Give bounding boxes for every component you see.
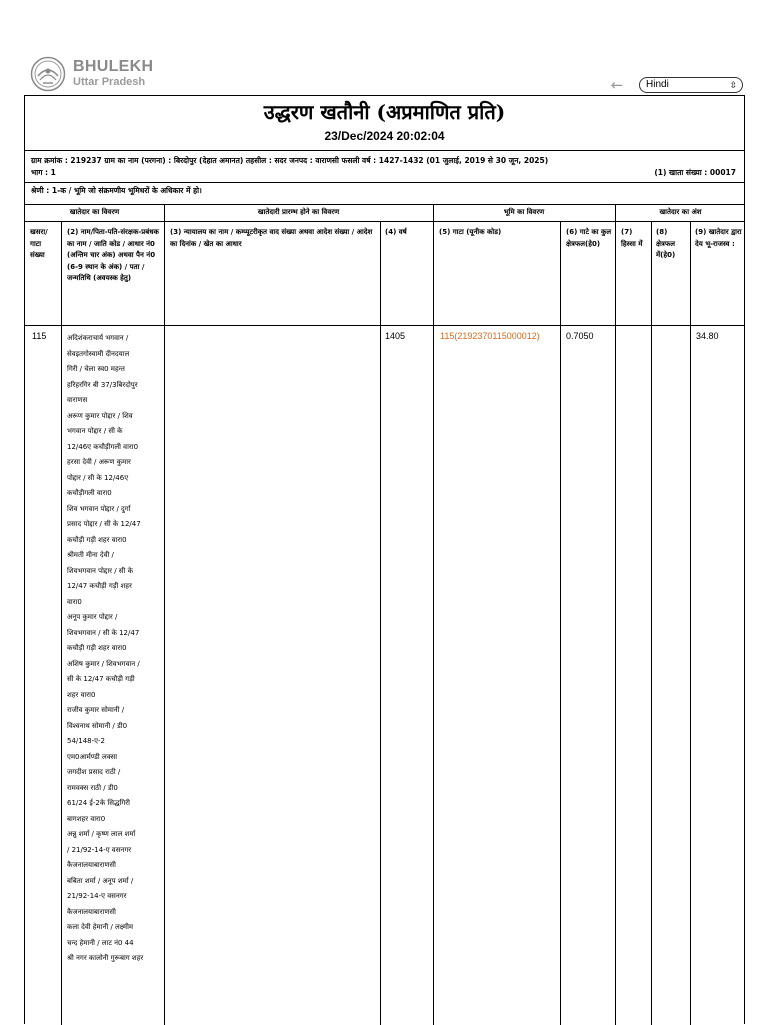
select-chevron-icon: ⇳	[729, 80, 737, 90]
owner-line: / 21/92-14-ए वसनगर	[67, 845, 132, 854]
owner-line: शिवभगवान / सी के 12/47	[67, 628, 140, 637]
document-title: उद्धरण खतौनी (अप्रमाणित प्रति)	[263, 100, 506, 124]
shreni-label: श्रेणी : 1-क / भूमि जो संक्रमणीय भूमिधरों के अधिकार में हो।	[31, 186, 202, 195]
column-header-kul-kshetraphal: (6) गाटे का कुल क्षेत्रफल(हे0)	[566, 228, 612, 248]
brand-title: BHULEKH	[73, 58, 154, 75]
column-header-gata: (5) गाटा (यूनीक कोड)	[439, 228, 502, 236]
owner-line: बबिता शर्मा / अनूप शर्मा /	[67, 876, 134, 885]
owner-line: 54/148-ए-2	[67, 737, 106, 745]
column-divider	[380, 221, 381, 1025]
owner-line: अदिशंकराचार्य भगवान /	[67, 334, 129, 342]
owner-line: शहर वारा0	[67, 690, 96, 699]
owner-line: श्री नगर कालोनी गुरूबाग शहर	[67, 954, 144, 962]
owner-line: गिरी / चेला स्व0 महन्त	[67, 365, 125, 373]
owner-line: कचौड़ी गड़ी शहर वारा0	[67, 535, 127, 544]
group-header-border	[25, 221, 744, 222]
document-datetime: 23/Dec/2024 20:02:04	[324, 129, 445, 143]
column-divider	[690, 221, 691, 1025]
divider	[25, 150, 744, 151]
owner-line: 12/46ए कचौड़ीगली वारा0	[67, 442, 139, 451]
owner-line: पोद्दार / सी के 12/46ए	[67, 473, 129, 482]
column-header-kshetraphal: (8) क्षेत्रफल में(हे0)	[656, 228, 676, 259]
owner-line: अरूण कुमार पोद्दार / शिव	[67, 411, 133, 420]
brand-subtitle: Uttar Pradesh	[73, 76, 146, 88]
column-header-khasra: खसरा/ गाटा संख्या	[30, 228, 48, 259]
owner-line: कैजनालयाबाराणसी	[67, 861, 116, 869]
back-arrow-icon[interactable]: ←	[610, 76, 624, 94]
language-select[interactable]	[639, 77, 743, 93]
column-header-hissa: (7) हिस्सा में	[621, 228, 643, 248]
group-header-khatedar: खातेदार का विवरण	[69, 208, 120, 216]
owner-line: कचौड़ीगली वारा0	[67, 489, 112, 497]
bhulekh-logo[interactable]	[30, 56, 230, 92]
owner-line: बागशहर वारा0	[67, 814, 106, 823]
khata-number: (1) खाता संख्या : 00017	[654, 168, 736, 177]
owner-line: श्रीमती मीना देवी /	[67, 551, 114, 559]
owner-line: हरिहरगिर बी 37/3बिरदोपुर	[67, 380, 138, 389]
column-divider	[615, 204, 616, 1025]
column-header-border	[25, 325, 744, 326]
owner-line: 61/24 ई-2के सिद्धगिरी	[67, 799, 130, 807]
owner-line: कला देवी हेमानी / लक्ष्मीम	[67, 923, 134, 931]
cell-total-area: 0.7050	[566, 331, 594, 341]
owner-line: सी के 12/47 कचौड़ी गड़ी	[67, 675, 135, 683]
divider	[25, 182, 744, 183]
group-header-ansh: खातेदार का अंश	[659, 208, 702, 216]
owner-line: शिव भगवान पोद्दार / दुर्गा	[67, 504, 131, 513]
owner-line: राजीव कुमार सोमानी /	[67, 706, 125, 714]
owner-line: वाराणस	[67, 396, 88, 404]
column-header-nyayalaya: (3) न्यायालय का नाम / कम्प्यूटरीकृत वाद संख्या अथवा आदेश संख्या / आदेश का दिनांक / खेत का आधार	[170, 228, 373, 248]
up-emblem-icon	[30, 56, 66, 92]
owner-line: अन्नु शर्मा / कृष्ण लाल शर्मा	[67, 830, 136, 838]
owner-line: भगवान पोद्दार / सी के	[67, 427, 123, 435]
owner-line: 12/47 कचौड़ी गड़ी शहर	[67, 582, 132, 590]
column-divider	[61, 221, 62, 1025]
owner-line: 21/92-14-ए वसनगर	[67, 892, 127, 900]
column-header-varsh: (4) वर्ष	[385, 228, 407, 236]
owner-line: विश्वनाथ सोमानी / डी0	[67, 721, 128, 730]
owner-line: रामवक्स राठी / डी0	[67, 783, 118, 792]
owner-line: हरसा देवी / अरूण कुमार	[67, 458, 131, 466]
owner-line: एम0आर्मण्डी लक्सा	[67, 752, 118, 761]
village-info-line: ग्राम क्रमांक : 219237 ग्राम का नाम (परगना) : बिरदोपुर (देहात अमानत) तहसील : सदर जनपद : वाराणसी फसली वर्ष : 1427-1432 (01 जुलाई, 2019 से 30 जून, 2025)	[31, 156, 549, 165]
khatauni-document	[24, 95, 745, 1024]
column-header-naam: (2) नाम/पिता-पति-संरक्षक-प्रबंधक का नाम / जाति कोड / आधार नं0 (अन्तिम चार अंक) अथवा पैन नं0 (6-9 स्थान के अंक) / पता / जन्मतिथि (अवयस्क हेतु)	[67, 228, 159, 282]
owner-line: प्रसाद पोद्दार / सी के 12/47	[67, 520, 141, 528]
cell-khasra: 115	[32, 331, 47, 341]
cell-year: 1405	[385, 331, 406, 341]
table-top-border	[25, 204, 744, 205]
column-divider	[560, 221, 561, 1025]
group-header-bhumi: भूमि का विवरण	[503, 208, 545, 216]
group-header-prarambh: खातेदारी प्रारम्भ होने का विवरण	[257, 208, 340, 216]
column-divider	[651, 221, 652, 1025]
cell-owner-list	[67, 331, 163, 967]
owner-line: शिवभगवान पोद्दार / सी के	[67, 566, 133, 575]
cell-revenue: 34.80	[696, 331, 719, 341]
column-header-bhu-rajasv: (9) खातेदार द्वारा देय भू-राजस्व :	[695, 228, 742, 248]
language-selected-value: Hindi	[646, 79, 669, 90]
bhag-label: भाग : 1	[31, 168, 56, 177]
owner-line: कचौड़ी गड़ी शहर वारा0	[67, 644, 127, 652]
owner-line: सेवइतगोस्वामी दीनदयाल	[67, 349, 130, 358]
column-divider	[433, 204, 434, 1025]
owner-line: वारा0	[67, 597, 82, 606]
owner-line: कैजनालयाबाराणसी	[67, 907, 116, 916]
owner-line: जगदीश प्रसाद राठी /	[67, 768, 121, 776]
owner-line: अनूप कुमार पोद्दार /	[67, 613, 118, 621]
owner-line: अशिष कुमार / शिवभगवान /	[67, 659, 140, 668]
owner-line: चन्द हेमानी / लाट नं0 44	[67, 938, 134, 947]
column-divider	[164, 204, 165, 1025]
gata-unique-code-link[interactable]: 115(2192370115000012)	[440, 331, 540, 341]
